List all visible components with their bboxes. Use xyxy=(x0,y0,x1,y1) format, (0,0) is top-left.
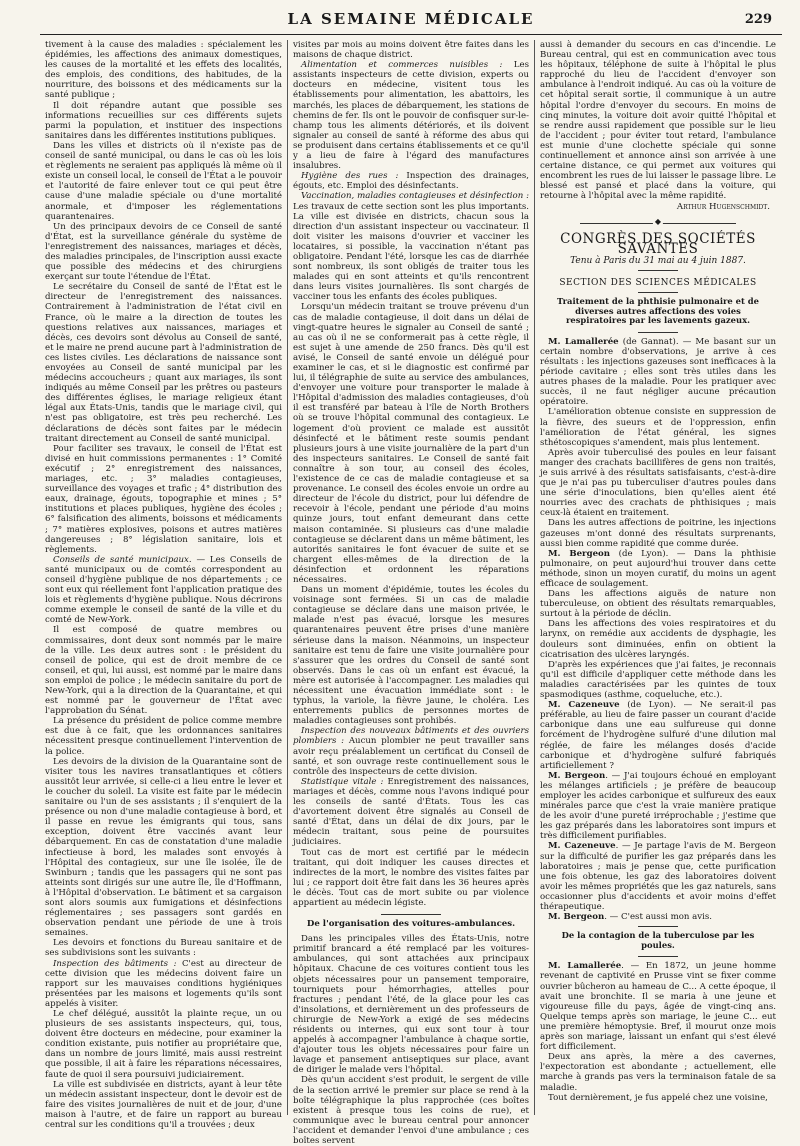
section-name: SECTION DES SCIENCES MÉDICALES xyxy=(559,277,757,288)
discussion-paragraph xyxy=(540,1052,776,1092)
paragraph xyxy=(293,726,529,776)
paragraph xyxy=(45,555,282,626)
paragraph-text: (de Gannat). — Me basant sur un certain nombre d'observations, je arrive à ces résultats : les injections gazeuses sont inefficaces à la période cavitaire ; elles sont très utiles dans les autres phases de la maladie. Pour les pratiquer avec succès, il ne faut négliger aucune précaution opératoire. xyxy=(540,336,776,408)
divider xyxy=(638,926,678,927)
discussion-paragraph xyxy=(540,660,776,700)
subsection-heading: Hygiène des rues : xyxy=(301,171,399,182)
discussion-entries xyxy=(540,337,776,922)
divider xyxy=(638,332,678,333)
paragraph: La présence du président de police comme membre est due à ce fait, que les ordonnances sanitaires nécessitent presque continuellement l'intervention de la police. xyxy=(45,716,282,757)
paragraph-text: (de Lyon). — Ne serait-il pas préférable, au lieu de faire passer un courant d'acide carbonique dans une eau sulfureuse qui donne forcément de l'hydrogène sulfuré d'une dilution mal réglée, de faire les mélanges dosés d'acide carbonique et d'hydrogène sulfuré fabriqués artificiellement ? xyxy=(540,700,776,771)
paragraph: Un des principaux devoirs de ce Conseil de santé d'État, est la surveillance générale du système de l'enregistrement des naissances, mariages et décès, des maladies principales, de l'inscription aussi exacte que possible des médecins et des chirurgiens exerçant sur toute l'étendue de l'État. xyxy=(45,221,282,283)
paragraph: aussi à demander du secours en cas d'incendie. Le Bureau central, qui est en communication avec tous les hôpitaux, téléphone de suite à l'hôpital le plus rapproché du lieu de l'accident d'envoyer son ambulance à l'endroit indiqué. Au cas où la voiture de cet hôpital serait sortie, il communique à un autre hôpital l'ordre d'envoyer du secours. En moins de cinq minutes, la voiture doit avoir quitté l'hôpital et se rendre aussi rapidement que possible sur le lieu de l'accident ; pour éviter tout retard, l'ambulance est munie d'une clochette spéciale qui sonne continuellement et annonce ainsi son arrivée à une certaine distance, ce qui permet aux voitures qui encombrent les rues de lui laisser le passage libre. Le blessé est pansé et placé dans la voiture, qui retourne à l'hôpital avec la même rapidité. xyxy=(540,40,776,202)
discussion-paragraph xyxy=(540,771,776,842)
paragraph: Dans les villes et districts où il n'existe pas de conseil de santé municipal, ou dans le cas où les lois et règlements ne seraient pas appliqués là même où il existe un conseil local, le conseil de l'État a le pouvoir et l'autorité de faire enlever tout ce qui peut être cause d'une maladie spéciale ou d'une mortalité anormale, et d'imposer les réglementations quarantenaires. xyxy=(45,140,282,222)
paragraph-text: Dans les affections des voies respiratoires et du larynx, on remédie aux accidents de dysphagie, les douleurs sont diminuées, enfin on obtient la cicatrisation des ulcères laryngés. xyxy=(540,619,776,660)
discussion-paragraph xyxy=(540,1093,776,1103)
discussion-paragraph xyxy=(540,549,776,589)
speaker-name: M. Bergeon xyxy=(548,770,606,781)
discussion-paragraph xyxy=(540,407,776,447)
paragraph: Tout cas de mort est certifié par le médecin traitant, qui doit indiquer les causes directes et indirectes de la mort, le nombre des visites faites par lui ; ce rapport doit être fait dans les 36 heures après le décès. Tout cas de mort subite ou par violence appartient au médecin légiste. xyxy=(293,847,529,908)
paragraph-text: . — Je partage l'avis de M. Bergeon sur la difficulté de purifier les gaz préparés dans les laboratoires ; mais je pense que, cette purification une fois obtenue, les gaz des laboratoires doivent avoir les mêmes propriétés que les gaz naturels, sans occasionner plus d'accidents et avoir moins d'effet thérapeutique. xyxy=(540,841,776,912)
paragraph-text: Après avoir tuberculisé des poules en leur faisant manger des crachats bacillifères de gens non traités, je suis arrivé à des résultats satisfaisants, c'est-à-dire que je n'ai pas pu tuberculiser d'autres poules dans une série d'inoculations, bien qu'elles aient été nourries avec des crachats de phthisiques ; mais ceux-là étaient en traitement. xyxy=(540,447,776,519)
divider xyxy=(638,956,678,957)
paragraph: La ville est subdivisée en districts, ayant à leur tête un médecin assistant inspecteur, dont le devoir est de faire des visites journalières de nuit et de jour, d'une maison à l'autre, et de faire un rapport au bureau central sur les conditions qu'il a trouvées ; deux xyxy=(45,1079,282,1131)
paragraph-text: (de Lyon). — Dans la phthisie pulmonaire, on peut aujourd'hui trouver dans cette méthode, sinon un moyen curatif, du moins un agent efficace de soulagement. xyxy=(540,548,776,589)
section-heading-text: De l'organisation des voitures-ambulances. xyxy=(306,919,516,930)
paragraph-text: C'est au directeur de cette division que les médecins doivent faire un rapport sur les mauvaises conditions hygiéniques présentées par les maisons et logements qu'ils sont appelés à visiter. xyxy=(45,958,282,1009)
column-3 xyxy=(534,40,781,1115)
paragraph-text: L'amélioration obtenue consiste en suppression de la fièvre, des sueurs et de l'oppression, enfin l'amélioration de l'état général, les signes sthétoscopiques s'amendent, mais plus lentement. xyxy=(540,407,776,448)
discussion-paragraph xyxy=(540,619,776,659)
subsection-heading: Inspection des bâtiments : xyxy=(53,958,177,969)
subsection-heading: Vaccination, maladies contagieuses et désinfection : xyxy=(301,191,529,202)
divider xyxy=(638,292,678,293)
paragraph-text: Les travaux de cette section sont les plus importants. La ville est divisée en districts, chacun sous la direction d'un assistant inspecteur ou vaccinateur. Il doit visiter les maisons d'ouvrier et vacciner les locataires, si possible, la vaccination n'étant pas obligatoire. Pendant l'été, lorsque les cas de diarrhée sont nombreux, ils sont obligés de traiter tous les malades qui en sont atteints et qu'ils rencontrent dans leurs visites journalières. Ils sont chargés de vacciner tous les enfants des écoles publiques. xyxy=(293,201,529,303)
paragraph: Les devoirs et fonctions du Bureau sanitaire et de ses subdivisions sont les suivants : xyxy=(45,938,282,959)
article-subheading: De la contagion de la tuberculose par les poules. xyxy=(561,930,755,950)
congress-title: CONGRÈS DES SOCIÉTÉS SAVANTES xyxy=(560,230,756,257)
paragraph: Il doit répandre autant que possible ses informations recueillies sur ces différents sujets parmi la population, et instituer des inspections sanitaires dans les différentes institutions publiques. xyxy=(45,100,282,141)
section-rule xyxy=(381,914,441,915)
paragraph-text: . — En 1872, un jeune homme revenant de captivité en Prusse vint se fixer comme ouvrier bûcheron au hameau de C... A cette époque, il avait une bronchite. Il se maria à une jeune et vigoureuse fille du pays, âgée de vingt-cinq ans. Quelque temps après son mariage, le jeune C... eut une première hémoptysie. Bref, il mourut onze mois après son mariage, laissant un enfant qui s'est élevé fort difficilement. xyxy=(540,961,776,1053)
subsection-heading: Alimentation et commerces nuisibles : xyxy=(301,60,503,71)
header-rule xyxy=(40,34,782,35)
subsection-heading: Inspection des nouveaux bâtiments et des ouvriers plombiers : xyxy=(293,726,529,747)
paragraph-text: Aucun plombier ne peut travailler sans avoir reçu préalablement un certificat du Conseil de santé, et son ouvrage reste continuellement sous le contrôle des inspecteurs de cette division. xyxy=(293,736,529,777)
paragraph-text: . — J'ai toujours échoué en employant les mélanges artificiels ; je préfère de beaucoup employer les acides carbonique et sulfureux des eaux minérales parce que c'est la vraie manière pratique de les avoir d'une pureté irréprochable ; j'estime que les gaz préparés dans les laboratoires sont impurs et très difficilement purifiables. xyxy=(540,770,776,842)
paragraph xyxy=(293,60,529,171)
speaker-name: M. Lamallerée xyxy=(548,336,619,347)
paragraph xyxy=(293,191,529,302)
discussion-entries xyxy=(540,961,776,1102)
speaker-name: M. Bergeon xyxy=(548,912,605,923)
paragraph: Le chef délégué, aussitôt la plainte reçue, un ou plusieurs de ses assistants inspecteurs, qui, tous, doivent être docteurs en médecine, pour examiner la condition existante, puis notifier au propriétaire que, dans un nombre de jours limité, mais aussi restreint que possible, il ait à faire les réparations nécessaires, faute de quoi il sera poursuivi judiciairement. xyxy=(45,1009,282,1080)
paragraph-text: Tout dernièrement, je fus appelé chez une voisine, xyxy=(548,1092,768,1103)
ornamental-divider xyxy=(540,218,776,228)
journal-title: LA SEMAINE MÉDICALE xyxy=(287,10,535,28)
article-subheading: Traitement de la phthisie pulmonaire et de diverses autres affections des voies respiratoires par les lavements gazeux. xyxy=(557,295,759,326)
discussion-paragraph xyxy=(540,961,776,1052)
paragraph-text: Dans les autres affections de poitrine, les injections gazeuses m'ont donné des résultats surprenants, aussi bien comme rapidité que comme durée. xyxy=(540,518,776,549)
paragraph-text: Inspection des drainages, égouts, etc. Emploi des désinfectants. xyxy=(293,171,529,192)
text-columns xyxy=(40,40,782,1146)
divider xyxy=(638,270,678,271)
paragraph: Les devoirs de la division de la Quarantaine sont de visiter tous les navires transatlantiques et côtiers aussitôt leur arrivée, si celle-ci a lieu entre le lever et le coucher du soleil. La visite est faite par le médecin sanitaire ou l'un de ses assistants ; il s'enquiert de la présence ou non d'une maladie contagieuse à bord, et il passe en revue les émigrants qui tous, sans exception, doivent être vaccinés avant leur débarquement. En cas de constatation d'une maladie infectieuse à bord, les malades sont envoyés à l'Hôpital des contagieux, sur une île isolée, île de Swinburn ; tandis que les passagers qui ne sont pas atteints sont dirigés sur une autre île, île d'Hoffmann, à l'Hôpital d'observation. Le bâtiment et sa cargaison sont alors soumis aux fumigations et désinfections réglementaires ; ses passagers sont gardés en observation pendant une période de une à trois semaines. xyxy=(45,756,282,939)
discussion-paragraph xyxy=(540,448,776,519)
speaker-name: M. Lamallerée xyxy=(548,961,622,972)
column-1 xyxy=(40,40,287,1131)
paragraph: tivement à la cause des maladies : spécialement les épidémies, les affections des animaux domestiques, les causes de la mortalité et les effets des localités, des emplois, des conditions, des habitudes, de la nourriture, des boissons et des médicaments sur la santé publique ; xyxy=(45,40,282,101)
paragraph-text: D'après les expériences que j'ai faites, je reconnais qu'il est difficile d'appliquer cette méthode dans les maladies caractérisées par les quintes de toux spasmodiques (asthme, coqueluche, etc.). xyxy=(540,659,776,701)
paragraph-text: Deux ans après, la mère a des cavernes, l'expectoration est abondante ; actuellement, elle marche à grands pas vers la terminaison fatale de sa maladie. xyxy=(540,1052,776,1093)
speaker-name: M. Cazeneuve xyxy=(548,700,620,711)
paragraph: visites par mois au moins doivent être faites dans les maisons de chaque district. xyxy=(293,40,529,61)
paragraph-text: Enregistrement des naissances, mariages et décès, comme nous l'avons indiqué pour les conseils de santé d'États. Tous les cas d'avortement doivent être signalés au Conseil de santé d'État, dans un délai de dix jours, par le médecin traitant, sous peine de poursuites judiciaires. xyxy=(293,776,529,848)
congress-subtitle: Tenu à Paris du 31 mai au 4 juin 1887. xyxy=(570,255,746,266)
discussion-paragraph xyxy=(540,700,776,771)
section-heading xyxy=(293,914,529,929)
paragraph: Il est composé de quatre membres ou commissaires, dont deux sont nommés par le maire de la ville. Les deux autres sont : le président du conseil de police, qui est de droit membre de ce conseil, et qui, lui aussi, est nommé par le maire dans son emploi de police ; le médecin sanitaire du port de New-York, qui a la direction de la Quarantaine, et qui est nommé par le gouverneur de l'État avec l'approbation du Sénat. xyxy=(45,625,282,717)
paragraph-text: Dans les affections aiguës de nature non tuberculeuse, on obtient des résultats remarquables, surtout à la période de déclin. xyxy=(540,589,776,620)
paragraph xyxy=(293,171,529,191)
speaker-name: M. Bergeon xyxy=(548,548,611,559)
paragraph xyxy=(293,777,529,848)
paragraph: Pour faciliter ses travaux, le conseil de l'État est divisé en huit commissions permanentes : 1° Comité exécutif ; 2° enregistrement des naissances, mariages, etc. ; 3° maladies contagieuses, surveillance des voyages et trafic ; 4° distribution des eaux, drainage, égouts, topographie et mines ; 5° institutions et places publiques, hygiène des écoles ; 6° falsification des aliments, boissons et médicaments ; 7° matières explosives, poisons et autres matières dangereuses ; 8° législation sanitaire, lois et règlements. xyxy=(45,443,282,555)
subsection-heading: Statistique vitale : xyxy=(301,776,384,787)
discussion-paragraph xyxy=(540,841,776,912)
speaker-name: M. Cazeneuve xyxy=(548,841,616,852)
author-signature: Arthur Hugenschmidt. xyxy=(676,201,770,212)
discussion-paragraph xyxy=(540,337,776,408)
column-2 xyxy=(287,40,534,1146)
discussion-paragraph xyxy=(540,589,776,619)
paragraph xyxy=(45,959,282,1009)
paragraph: Dès qu'un accident s'est produit, le sergent de ville de la section arrivé le premier sur place se rend à la boîte télégraphique la plus rapprochée (ces boîtes existent à presque tous les coins de rue), et communique avec le bureau central pour annoncer l'accident et demander l'envoi d'une ambulance ; ces boîtes servent xyxy=(293,1075,529,1146)
subsection-heading: Conseils de santé municipaux. xyxy=(53,554,192,565)
paragraph-text: Les assistants inspecteurs de cette division, experts ou docteurs en médecine, visitent tous les établissements pour alimentation, les abattoirs, les marchés, les places de débarquement, les stations de chemins de fer. Ils ont le pouvoir de confisquer sur-le-champ tous les aliments détériorés, et ils doivent signaler au conseil de santé à réforme des abus qui se produisent dans certains établissements et ce qu'il y a lieu de faire à l'égard des manufactures insalubres. xyxy=(293,60,529,172)
paragraph-text: . — C'est aussi mon avis. xyxy=(604,912,713,923)
discussion-paragraph xyxy=(540,518,776,548)
paragraph: Dans un moment d'épidémie, toutes les écoles du voisinage sont fermées. Si un cas de maladie contagieuse se déclare dans une maison privée, le malade n'est pas évacué, lorsque les mesures quarantenaires peuvent être prises d'une manière sérieuse dans la maison. Néanmoins, un inspecteur sanitaire est tenu de faire une visite journalière pour s'assurer que les ordres du Conseil de santé sont observés. Dans le cas où un enfant est évacué, la mère est autorisée à l'accompagner. Les maladies qui nécessitent une évacuation immédiate sont : le typhus, la variole, la fièvre jaune, le choléra. Les enterrements publics de personnes mortes de maladies contagieuses sont prohibés. xyxy=(293,585,529,727)
paragraph-text: — Les Conseils de santé municipaux ou de comtés correspondent au conseil d'hygiène publique de nos départements ; ce sont eux qui réellement font l'application pratique des lois et règlements d'hygiène publique. Nous décrirons comme exemple le conseil de santé de la ville et du comté de New-York. xyxy=(45,554,283,626)
paragraph: Le secrétaire du Conseil de santé de l'État est le directeur de l'enregistrement des naissances. Contrairement à l'administration de l'état civil en France, où le maire a la direction de toutes les questions relatives aux naissances, mariages et décès, ces devoirs sont dévolus au Conseil de santé, et le maire ne prend aucune part à l'administration de ces listes civiles. Les déclarations de naissance sont envoyées au Conseil de santé municipal par les médecins accoucheurs ; quant aux mariages, ils sont indiqués au même Conseil par les prêtres ou pasteurs des différentes églises, le mariage religieux étant légal aux États-Unis, tandis que le mariage civil, qui n'est pas obligatoire, est très peu recherché. Les déclarations de décès sont faites par le médecin traitant directement au Conseil de santé municipal. xyxy=(45,282,282,444)
paragraph: Lorsqu'un médecin traitant se trouve prévenu d'un cas de maladie contagieuse, il doit dans un délai de vingt-quatre heures le signaler au Conseil de santé ; au cas où il ne se conformerait pas à cette règle, il est sujet à une amende de 250 francs. Dès qu'il est avisé, le Conseil de santé envoie un délégué pour examiner le cas, et si le diagnostic est confirmé par lui, il télégraphie de suite au service des ambulances, d'envoyer une voiture pour transporter le malade à l'Hôpital d'admission des maladies contagieuses, d'où il est transféré par bateau à l'île de North Brothers où se trouve l'hôpital communal des contagieux. Le logement d'où provient ce malade est aussitôt désinfecté et le bâtiment reste soumis pendant plusieurs jours à une visite journalière de la part d'un des inspecteurs sanitaires. Le Conseil de santé fait connaître à son tour, au conseil des écoles, l'existence de ce cas de maladie contagieuse et sa provenance. Le conseil des écoles envoie un ordre au directeur de l'école du district, pour lui défendre de recevoir à l'école, pendant une période d'au moins quinze jours, tout enfant demeurant dans cette maison contaminée. Si plusieurs cas d'une maladie contagieuse se déclarent dans un même bâtiment, les autorités sanitaires le font évacuer de suite et se chargent elles-mêmes de la direction de la désinfection et ordonnent les réparations nécessaires. xyxy=(293,302,529,585)
page-number: 229 xyxy=(744,12,772,27)
paragraph: Dans les principales villes des États-Unis, notre primitif brancard a été remplacé par les voitures-ambulances, qui sont attachées aux principaux hôpitaux. Chacune de ces voitures contient tous les objets nécessaires pour un pansement temporaire, tourniquets pour hémorrhagies, attelles pour fractures ; pendant l'été, de la glace pour les cas d'insolations, et dernièrement un des professeurs de chirurgie de New-York a exigé de ses médecins résidents ou internes, qui eux sont tour à tour appelés à accompagner l'ambulance à chaque sortie, d'ajouter tous les objets nécessaires pour faire un lavage et pansement antiseptiques sur place, avant de diriger le malade vers l'hôpital. xyxy=(293,934,529,1076)
discussion-paragraph xyxy=(540,912,776,922)
